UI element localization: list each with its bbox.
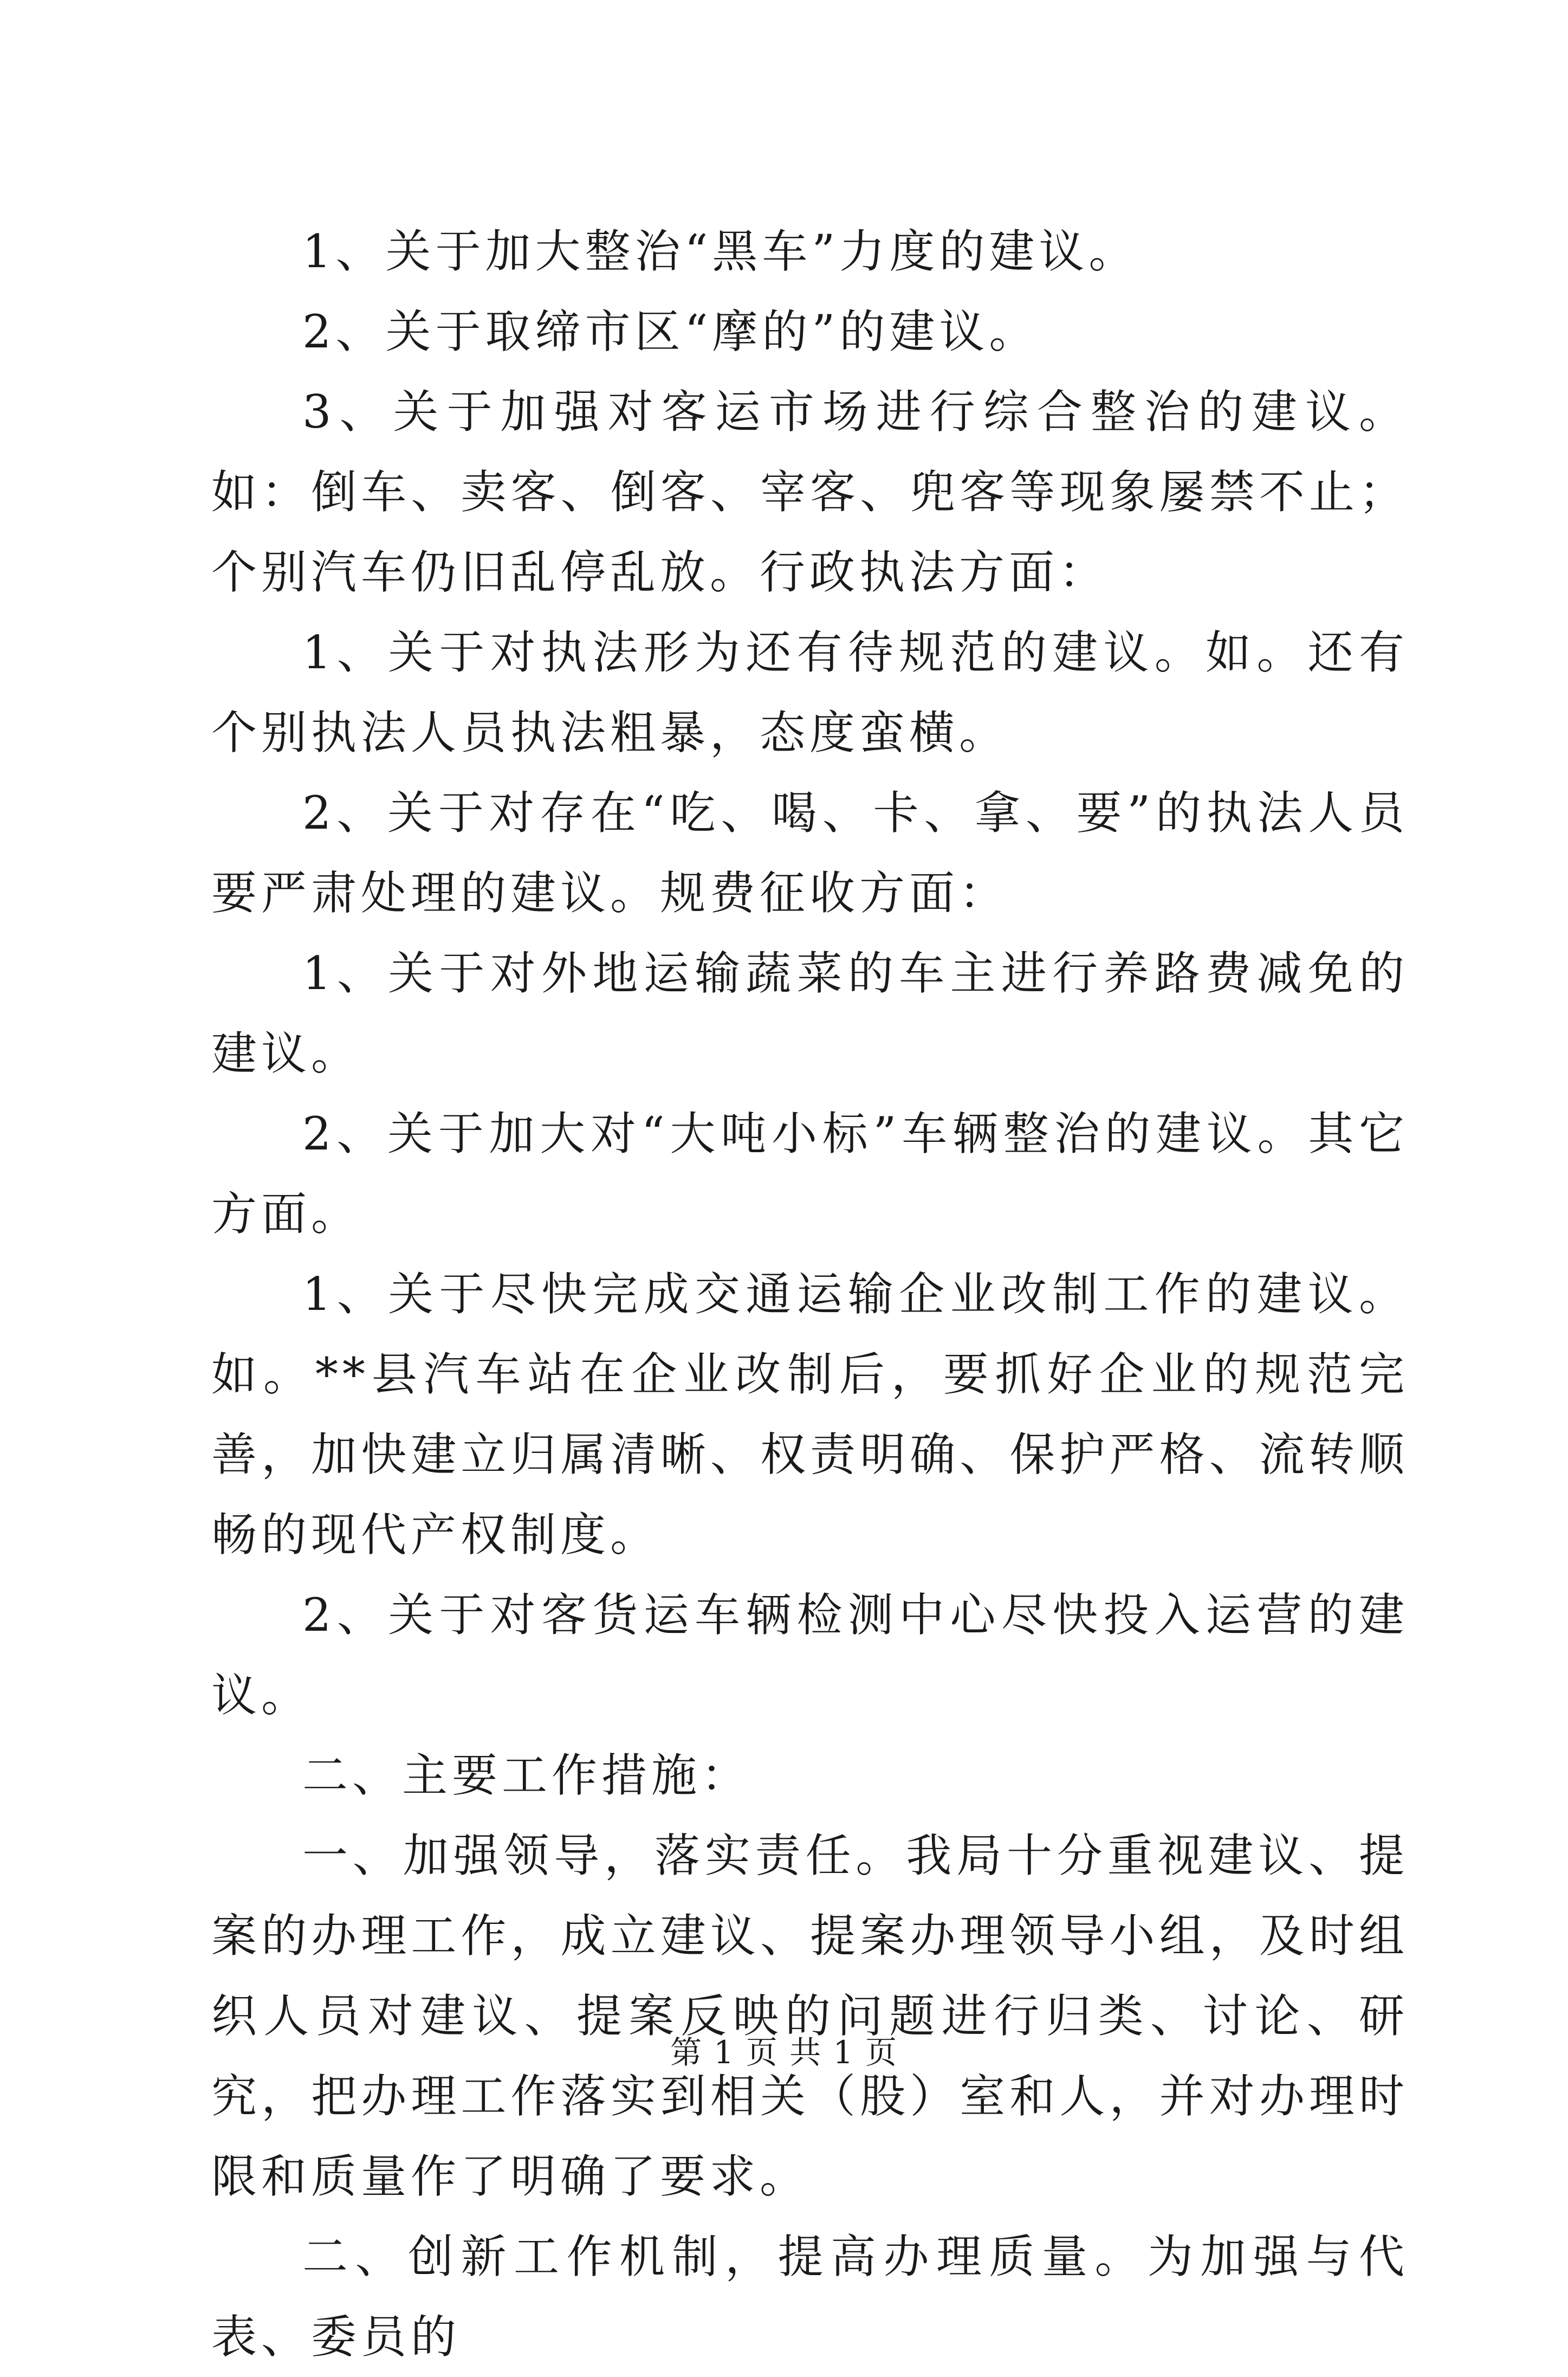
paragraph: 二、创新工作机制，提高办理质量。为加强与代表、委员的 — [211, 2230, 1409, 2363]
paragraph: 2、关于对存在“吃、喝、卡、拿、要”的执法人员要严肃处理的建议。规费征收方面： — [211, 786, 1409, 920]
page-footer: 第 1 页 共 1 页 — [670, 2034, 898, 2071]
paragraph: 1、关于对执法形为还有待规范的建议。如。还有个别执法人员执法粗暴，态度蛮横。 — [211, 626, 1409, 759]
paragraph: 1、关于尽快完成交通运输企业改制工作的建议。如。**县汽车站在企业改制后，要抓好企业的规范完善，加快建立归属清晰、权责明确、保护严格、流转顺畅的现代产权制度。 — [211, 1268, 1409, 1561]
paragraph: 1、关于加大整治“黑车”力度的建议。 — [302, 225, 1139, 278]
paragraph: 2、关于加大对“大吨小标”车辆整治的建议。其它方面。 — [211, 1107, 1409, 1241]
paragraph: 一、加强领导，落实责任。我局十分重视建议、提案的办理工作，成立建议、提案办理领导小组，及时组织人员对建议、提案反映的问题进行归类、讨论、研究，把办理工作落实到相关（股）室和人，并对办理时限和质量作了明确了要求。 — [211, 1829, 1409, 2203]
paragraph: 3、关于加强对客运市场进行综合整治的建议。如：倒车、卖客、倒客、宰客、兜客等现象屡禁不止；个别汽车仍旧乱停乱放。行政执法方面： — [211, 385, 1409, 599]
section-heading: 二、主要工作措施： — [302, 1749, 751, 1802]
paragraph: 2、关于对客货运车辆检测中心尽快投入运营的建议。 — [211, 1588, 1409, 1722]
paragraph: 1、关于对外地运输蔬菜的车主进行养路费减免的建议。 — [211, 947, 1409, 1080]
paragraph: 2、关于取缔市区“摩的”的建议。 — [302, 305, 1039, 358]
